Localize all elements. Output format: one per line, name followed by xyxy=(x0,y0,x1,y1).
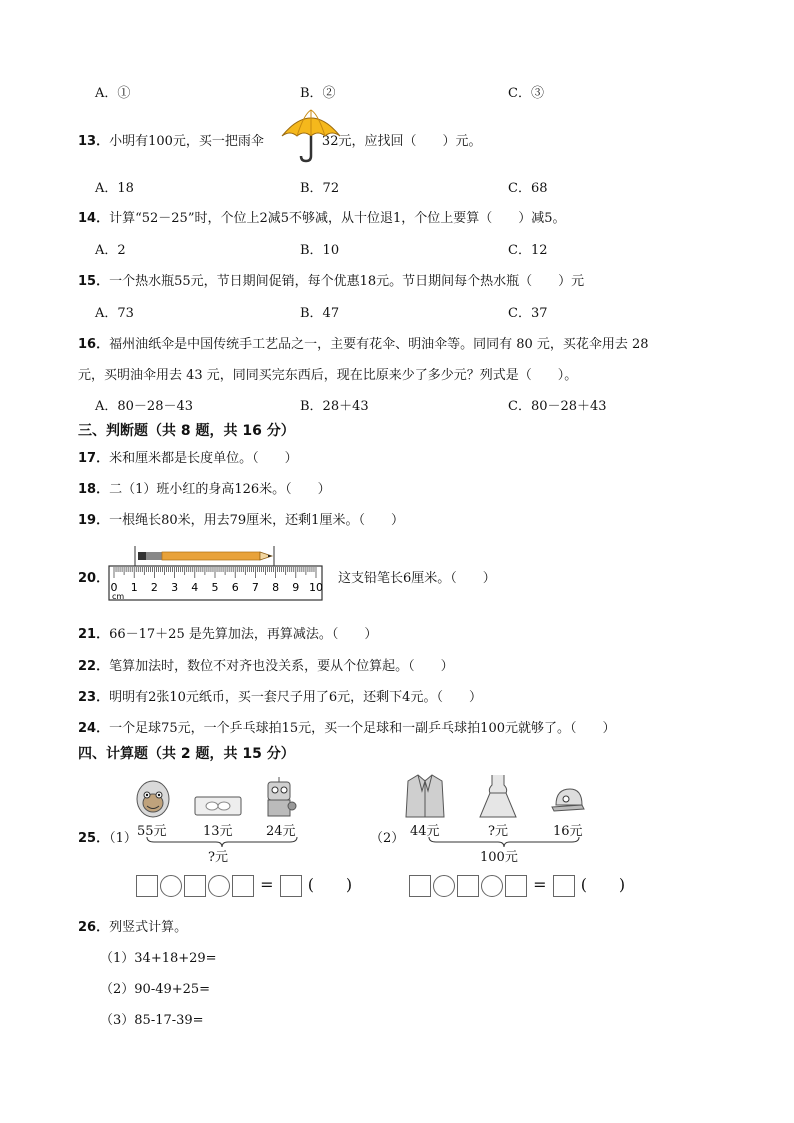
p1-equation-blanks xyxy=(135,872,352,897)
q14-text: 计算“52－25”时，个位上2减5不够减，从十位退1，个位上要算（ ）减5。 xyxy=(109,211,566,226)
q22: 22．笔算加法时，数位不对齐也没关系，要从个位算起。（ ） xyxy=(78,659,454,674)
coat-icon xyxy=(404,773,446,819)
section-4-heading: 四、计算题（共 2 题，共 15 分） xyxy=(78,746,295,762)
operator-circle[interactable] xyxy=(208,875,230,897)
ruler-tick-label: 9 xyxy=(292,581,300,594)
q14-option-c: C．12 xyxy=(508,243,548,258)
q18: 18．二（1）班小红的身高126米。（ ） xyxy=(78,482,331,497)
p2-equation-blanks xyxy=(408,872,625,897)
operator-circle[interactable] xyxy=(160,875,182,897)
q24: 24．一个足球75元，一个乒乓球拍15元，买一个足球和一副乒乓球拍100元就够了。（ ） xyxy=(78,721,616,736)
q14-option-a: A．2 xyxy=(95,243,126,258)
operator-circle[interactable] xyxy=(433,875,455,897)
q25-label: 25．（1） xyxy=(78,831,137,846)
q20-text: 这支铅笔长6厘米。（ ） xyxy=(338,571,496,586)
q13-option-c: C．68 xyxy=(508,181,548,196)
q13-text-a: 小明有100元，买一把雨伞 xyxy=(109,134,264,149)
q16-option-a: A．80－28－43 xyxy=(95,399,194,414)
ruler-tick-label: 0 xyxy=(110,581,118,594)
q15-text: 一个热水瓶55元，节日期间促销，每个优惠18元。节日期间每个热水瓶（ ）元 xyxy=(109,274,585,289)
q13-number: 13． xyxy=(78,134,110,149)
blank-box[interactable] xyxy=(505,875,527,897)
q23: 23．明明有2张10元纸币，买一套尺子用了6元，还剩下4元。（ ） xyxy=(78,690,482,705)
equals-sign: = xyxy=(533,875,547,894)
q14-number: 14． xyxy=(78,211,110,226)
q12-option-c: C．③ xyxy=(508,86,544,101)
p1-price-3: 24元 xyxy=(266,824,296,839)
umbrella-icon xyxy=(280,108,342,164)
answer-paren: ( ) xyxy=(580,875,626,894)
q21: 21．66－17＋25 是先算加法，再算减法。（ ） xyxy=(78,627,378,642)
q16-number: 16． xyxy=(78,337,110,352)
blank-box[interactable] xyxy=(409,875,431,897)
q12-option-b: B．② xyxy=(300,86,336,101)
blank-box[interactable] xyxy=(280,875,302,897)
ruler-tick-label: 3 xyxy=(171,581,179,594)
q12-option-a: A．① xyxy=(95,86,131,101)
ruler-with-pencil xyxy=(108,544,324,602)
ruler-unit: cm xyxy=(112,592,125,601)
monkey-backpack-icon xyxy=(134,775,172,819)
section-3-heading: 三、判断题（共 8 题，共 16 分） xyxy=(78,423,295,439)
equals-sign: = xyxy=(260,875,274,894)
q13-option-a: A．18 xyxy=(95,181,134,196)
q15-option-b: B．47 xyxy=(300,306,340,321)
q26-item-2: （2）90-49+25= xyxy=(100,982,211,997)
q26-stem: 26．列竖式计算。 xyxy=(78,920,188,935)
blank-box[interactable] xyxy=(184,875,206,897)
q26-item-3: （3）85-17-39= xyxy=(100,1013,204,1028)
ruler-tick-label: 5 xyxy=(211,581,219,594)
blank-box[interactable] xyxy=(136,875,158,897)
p2-total: 100元 xyxy=(480,850,518,865)
q17: 17．米和厘米都是长度单位。（ ） xyxy=(78,451,298,466)
q16-option-b: B．28＋43 xyxy=(300,399,369,414)
robot-toy-icon xyxy=(262,776,298,818)
q19: 19．一根绳长80米，用去79厘米，还剩1厘米。（ ） xyxy=(78,513,404,528)
q20-number: 20． xyxy=(78,571,110,586)
p2-price-3: 16元 xyxy=(553,824,583,839)
ruler-tick-label: 4 xyxy=(191,581,199,594)
answer-paren: ( ) xyxy=(307,875,353,894)
ruler-tick-label: 2 xyxy=(150,581,158,594)
p2-price-2: ?元 xyxy=(488,824,508,839)
ruler-tick-label: 1 xyxy=(130,581,138,594)
q16-stem-line2: 元，买明油伞用去 43 元，同同买完东西后，现在比原来少了多少元？列式是（ ）。 xyxy=(78,368,578,383)
operator-circle[interactable] xyxy=(481,875,503,897)
p2-price-1: 44元 xyxy=(410,824,440,839)
ruler-tick-label: 6 xyxy=(231,581,239,594)
p1-price-1: 55元 xyxy=(137,824,167,839)
blank-box[interactable] xyxy=(553,875,575,897)
q15-option-a: A．73 xyxy=(95,306,134,321)
blank-box[interactable] xyxy=(232,875,254,897)
blank-box[interactable] xyxy=(457,875,479,897)
q13-text-b: 32元，应找回（ ）元。 xyxy=(321,134,482,149)
pencil-box-icon xyxy=(194,795,242,817)
q16-text-1: 福州油纸伞是中国传统手工艺品之一，主要有花伞、明油伞等。同同有 80 元，买花伞用去 28 xyxy=(109,337,649,352)
q16-stem-line1 xyxy=(78,333,649,352)
p1-total: ?元 xyxy=(208,850,228,865)
q15-stem xyxy=(78,270,584,289)
ruler-tick-label: 8 xyxy=(272,581,280,594)
q14-stem xyxy=(78,207,566,226)
cap-icon xyxy=(550,785,586,815)
q15-option-c: C．37 xyxy=(508,306,548,321)
dress-icon xyxy=(478,773,518,819)
q13-option-b: B．72 xyxy=(300,181,340,196)
q25-part2-label: （2） xyxy=(370,831,405,846)
q16-option-c: C．80－28＋43 xyxy=(508,399,607,414)
ruler-tick-label: 10 xyxy=(309,581,323,594)
p1-price-2: 13元 xyxy=(203,824,233,839)
q26-item-1: （1）34+18+29= xyxy=(100,951,217,966)
q15-number: 15． xyxy=(78,274,110,289)
ruler-tick-label: 7 xyxy=(251,581,259,594)
q14-option-b: B．10 xyxy=(300,243,340,258)
